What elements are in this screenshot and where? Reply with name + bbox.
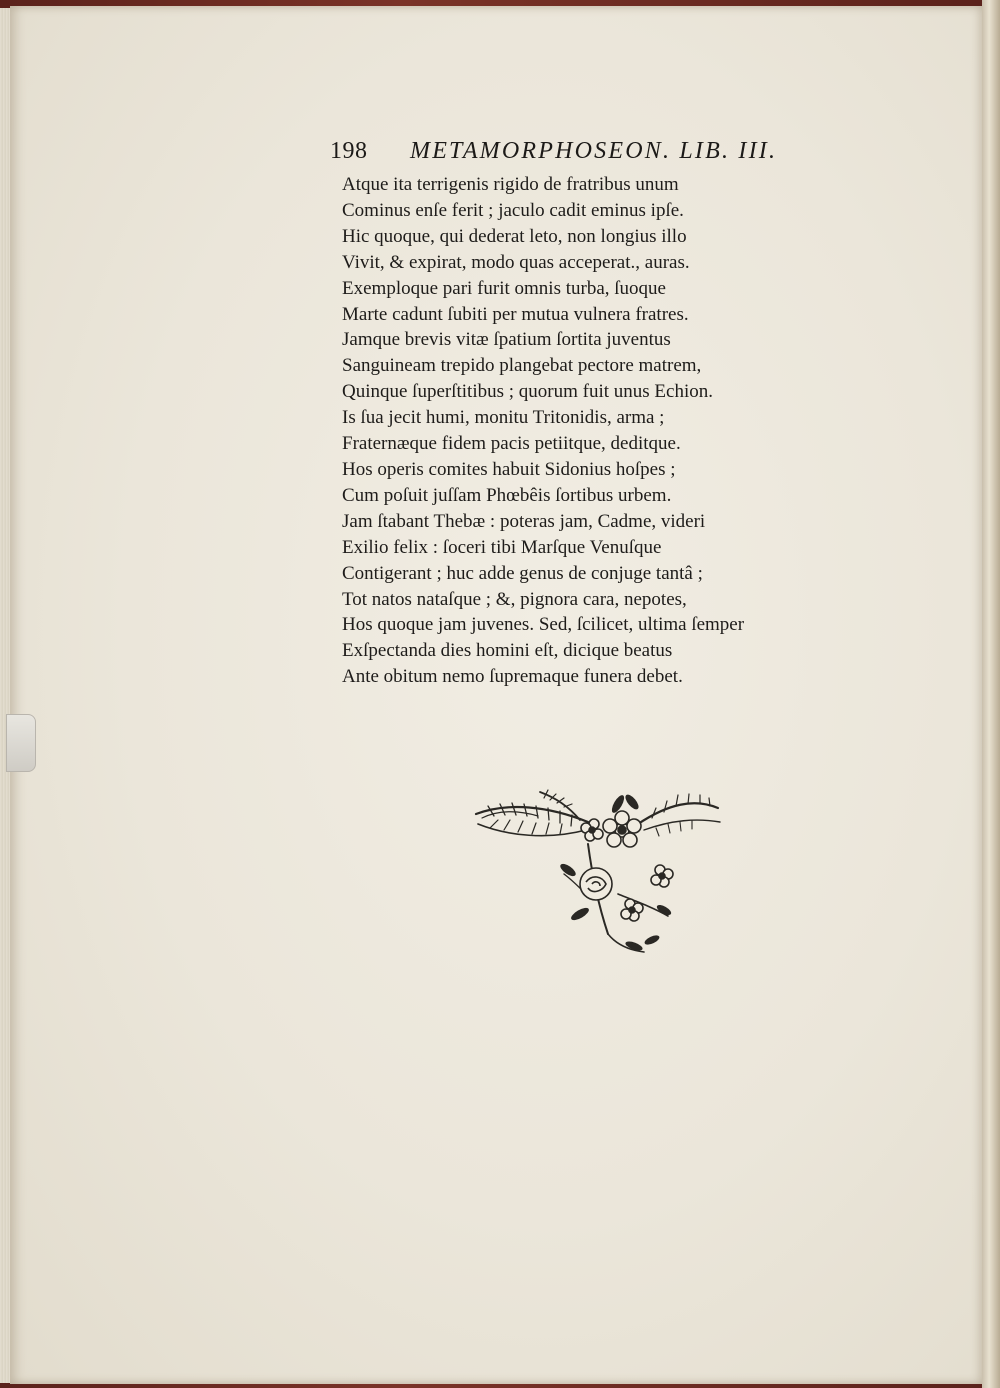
verse-line: Ante obitum nemo ſupremaque funera debet. — [342, 666, 683, 688]
verse-line: Vivit, & expirat, modo quas acceperat., auras. — [342, 251, 690, 273]
verse-text — [342, 172, 812, 690]
verse-line: Sanguineam trepido plangebat pectore matrem, — [342, 355, 702, 377]
verse-line: Marte cadunt ſubiti per mutua vulnera fratres. — [342, 303, 689, 325]
verse-line: Atque ita terrigenis rigido de fratribus unum — [342, 174, 679, 195]
verse-line: Hos quoque jam juvenes. Sed, ſcilicet, ultima ſemper — [342, 614, 745, 636]
right-page-edges — [982, 0, 1000, 1388]
verse-line: Exſpectanda dies homini eſt, dicique beatus — [342, 640, 673, 662]
verse-line: Jam ſtabant Thebæ : poteras jam, Cadme, videri — [342, 510, 706, 532]
verse-line: Hos operis comites habuit Sidonius hoſpes ; — [342, 458, 676, 480]
verse-line: Hic quoque, qui dederat leto, non longius illo — [342, 225, 687, 247]
verse-line: Quinque ſuperſtitibus ; quorum fuit unus Echion. — [342, 381, 713, 403]
verse-line: Contigerant ; huc adde genus de conjuge tantâ ; — [342, 562, 703, 584]
verse-line: Cum poſuit juſſam Phœbêis ſortibus urbem. — [342, 484, 672, 506]
verse-line: Is ſua jecit humi, monitu Tritonidis, arma ; — [342, 407, 665, 429]
running-title: METAMORPHOSEON. LIB. III. — [410, 138, 778, 164]
running-header — [330, 138, 840, 172]
verse-line: Exilio felix : ſoceri tibi Marſque Venuſque — [342, 536, 662, 558]
page-number: 198 — [330, 138, 368, 164]
verse-line: Fraternæque fidem pacis petiitque, deditque. — [342, 433, 681, 455]
verse-line: Cominus enſe ferit ; jaculo cadit eminus ipſe. — [342, 199, 684, 221]
verse-line: Exemploque pari furit omnis turba, ſuoque — [342, 277, 666, 299]
floral-tailpiece-icon — [468, 784, 724, 960]
verse-line: Jamque brevis vitæ ſpatium ſortita juventus — [342, 329, 671, 351]
verse-line: Tot natos nataſque ; &, pignora cara, nepotes, — [342, 588, 687, 610]
page-clip — [6, 714, 36, 772]
